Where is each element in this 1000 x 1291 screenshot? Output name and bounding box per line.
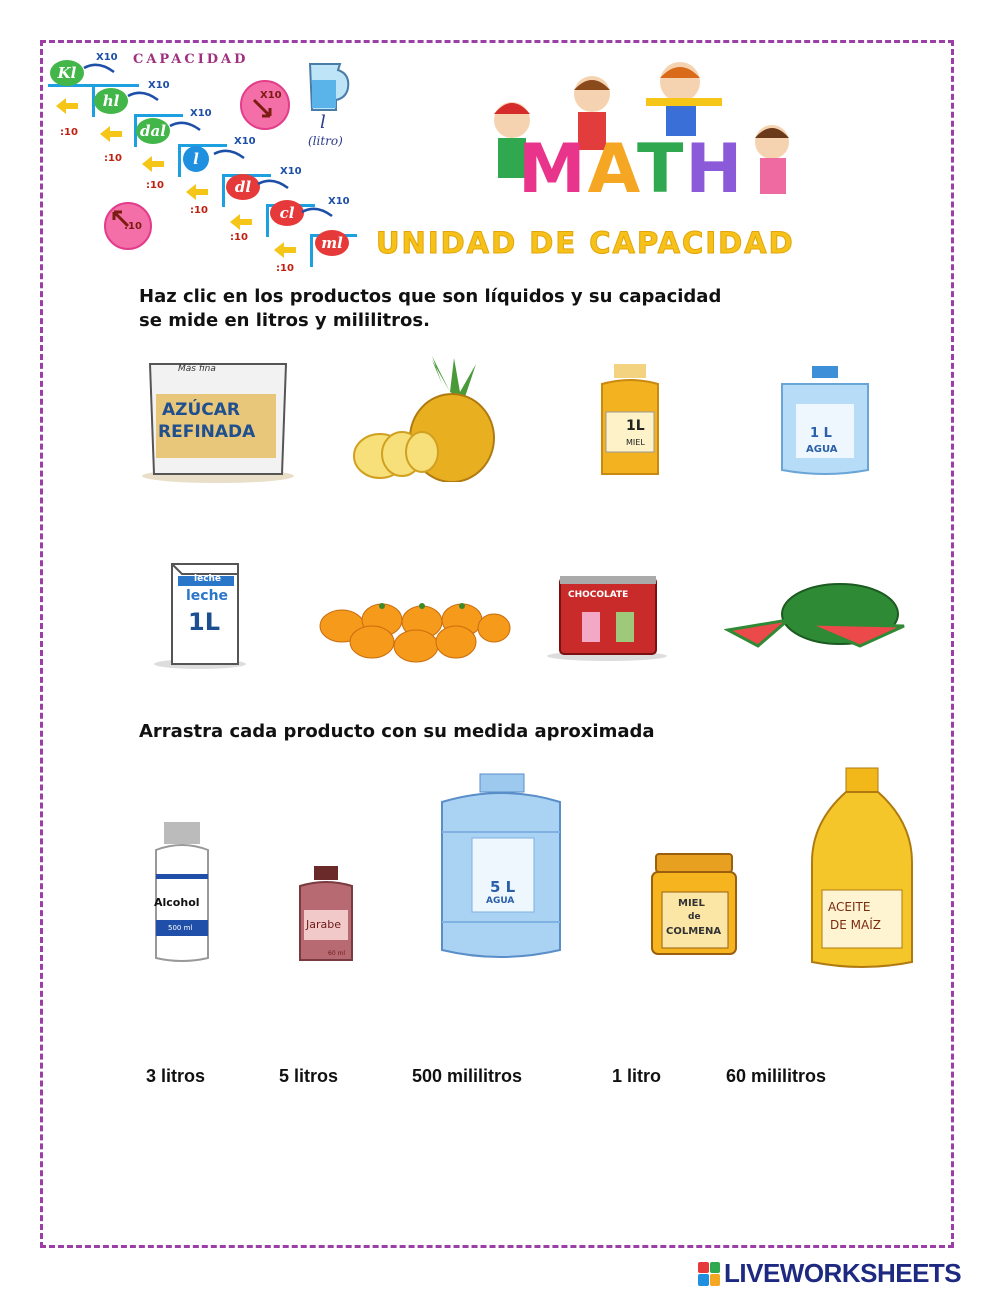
- product-naranjas[interactable]: [316, 598, 512, 666]
- oranges-icon: [316, 598, 512, 666]
- multiply-label: X10: [280, 166, 302, 177]
- product-chocolate[interactable]: CHOCOLATE: [546, 572, 668, 662]
- multiply-label: X10: [328, 196, 350, 207]
- syrup-bottle-icon: [298, 864, 354, 964]
- alcohol-bottle-icon: [152, 820, 212, 964]
- measure-5-litros[interactable]: 5 litros: [279, 1066, 339, 1086]
- litro-symbol: l: [320, 112, 326, 133]
- product-azucar[interactable]: Más fina AZÚCAR REFINADA: [138, 360, 298, 484]
- unit-hl: hl: [94, 88, 128, 114]
- math-word: MATH: [518, 130, 745, 209]
- staircase-title: CAPACIDAD: [133, 52, 249, 67]
- divide-label: :10: [60, 127, 78, 138]
- measure-1-litro[interactable]: 1 litro: [612, 1066, 662, 1086]
- product-jarabe[interactable]: Jarabe 60 ml: [298, 864, 354, 964]
- divide-label: :10: [190, 205, 208, 216]
- product-alcohol[interactable]: Alcohol 500 ml: [152, 820, 212, 964]
- watermelon-icon: [724, 580, 910, 648]
- liveworksheets-logo[interactable]: [698, 1258, 961, 1289]
- multiply-label: X10: [96, 52, 118, 63]
- water-gallon-icon: [436, 772, 566, 964]
- oil-bottle-icon: [806, 766, 918, 974]
- unit-cl: cl: [270, 200, 304, 226]
- divide-label: :10: [146, 180, 164, 191]
- product-leche[interactable]: leche leche 1L: [150, 560, 250, 670]
- unit-dl: dl: [226, 174, 260, 200]
- divide-label: :10: [104, 153, 122, 164]
- product-pina[interactable]: [350, 352, 500, 482]
- unit-dal: dal: [136, 118, 170, 144]
- litro-caption: (litro): [308, 134, 343, 148]
- product-sandia[interactable]: [724, 580, 910, 648]
- math-illustration: [470, 50, 830, 220]
- pitcher-icon: [300, 58, 358, 114]
- unit-kl: Kl: [50, 60, 84, 86]
- product-garrafon[interactable]: 5 L AGUA: [436, 772, 566, 964]
- divide-circle: :10: [104, 202, 152, 250]
- multiply-circle: X10: [240, 80, 290, 130]
- page-title: UNIDAD DE CAPACIDAD: [376, 226, 795, 260]
- unit-ml: ml: [315, 230, 349, 256]
- product-miel-colmena[interactable]: MIEL de COLMENA: [650, 852, 738, 958]
- instruction-click: [139, 285, 721, 333]
- measure-60-mililitros[interactable]: 60 mililitros: [726, 1066, 827, 1086]
- multiply-label: X10: [190, 108, 212, 119]
- measure-3-litros[interactable]: 3 litros: [146, 1066, 206, 1086]
- measure-500-mililitros[interactable]: 500 mililitros: [412, 1066, 523, 1086]
- logo-squares-icon: [698, 1262, 720, 1286]
- divide-label: :10: [276, 263, 294, 274]
- product-miel[interactable]: 1L MIEL: [596, 362, 664, 480]
- product-agua[interactable]: 1 L AGUA: [772, 364, 888, 480]
- multiply-label: X10: [234, 136, 256, 147]
- multiply-label: X10: [148, 80, 170, 91]
- divide-label: :10: [230, 232, 248, 243]
- unit-l: l: [183, 146, 209, 172]
- arrow-down-icon: [250, 96, 278, 124]
- product-aceite[interactable]: ACEITE DE MAÍZ: [806, 766, 918, 974]
- brand-name: LIVEWORKSHEETS: [724, 1258, 962, 1288]
- pineapple-icon: [350, 352, 500, 482]
- instruction-line-1: Haz clic en los productos que son líquidos y su capacidad: [139, 286, 722, 307]
- water-jug-icon: [772, 364, 888, 480]
- instruction-drag: Arrastra cada producto con su medida aproximada: [139, 721, 655, 742]
- instruction-line-2: se mide en litros y mililitros.: [139, 310, 430, 331]
- chocolate-can-icon: [546, 572, 668, 662]
